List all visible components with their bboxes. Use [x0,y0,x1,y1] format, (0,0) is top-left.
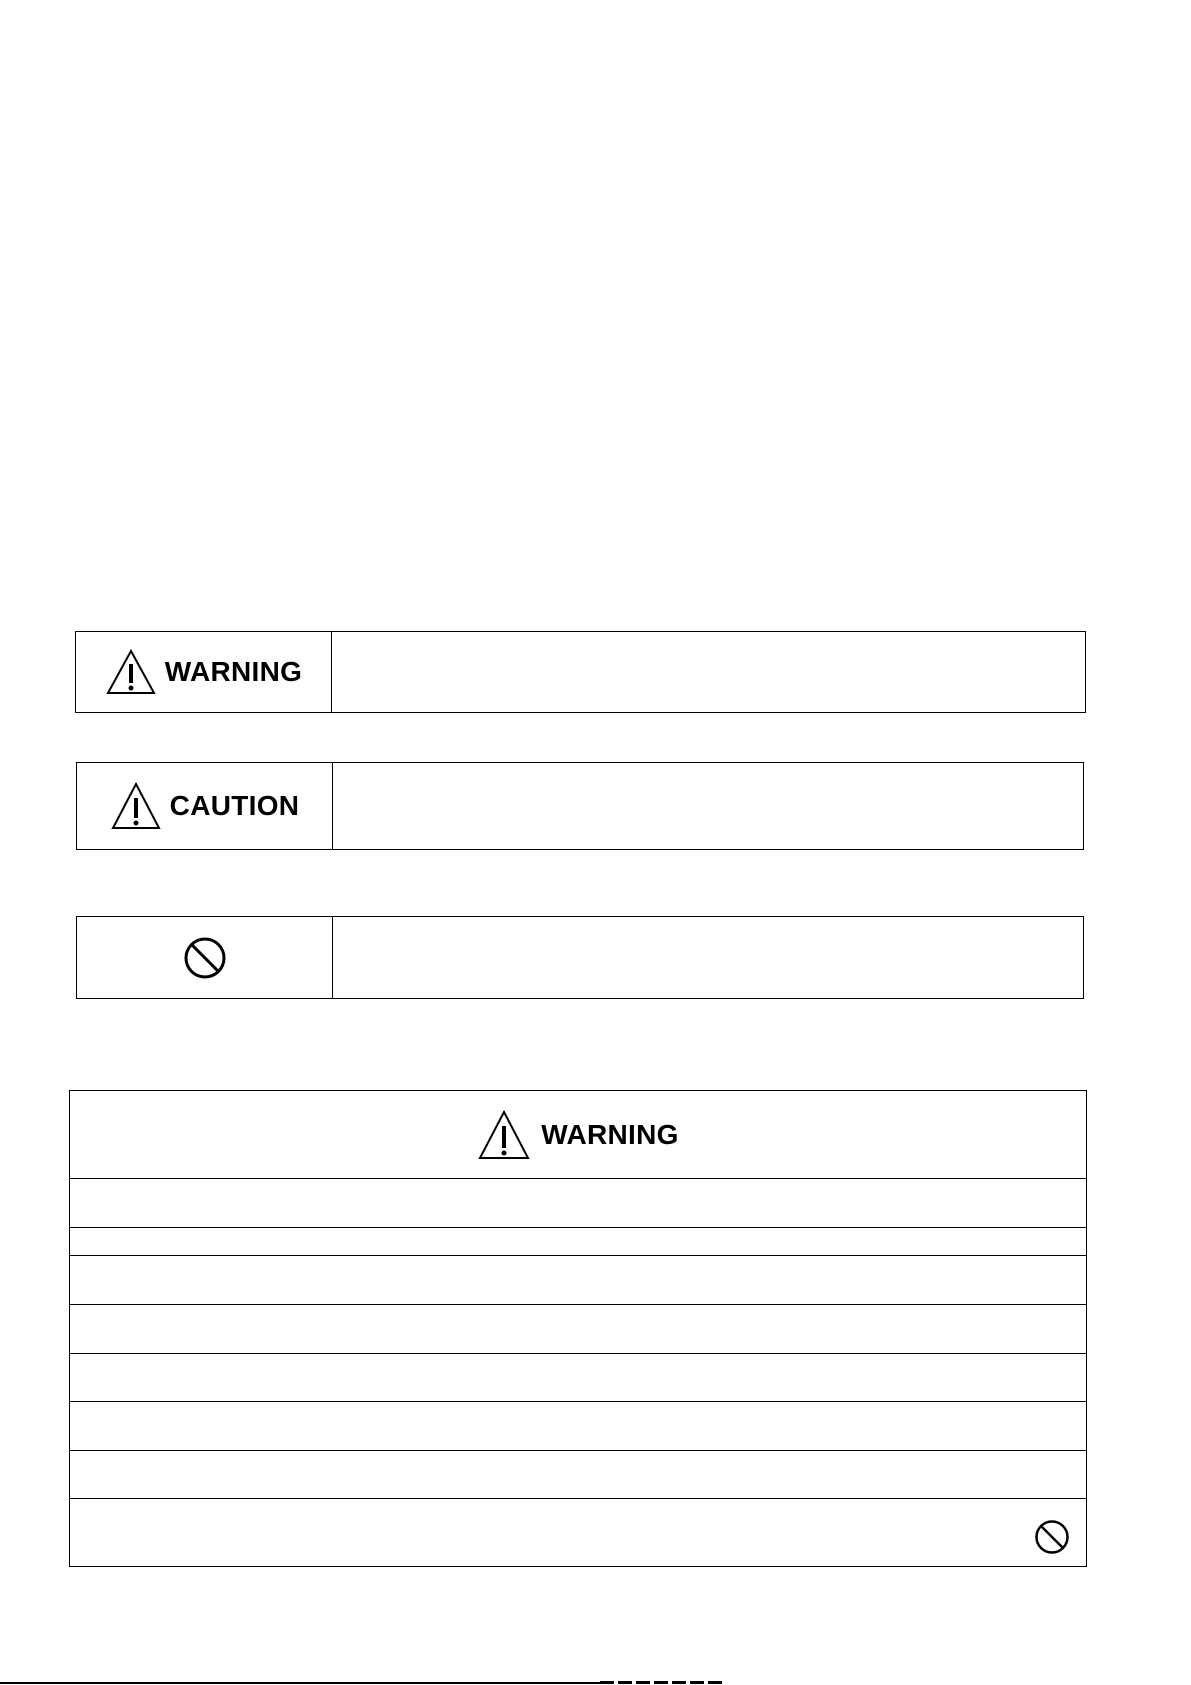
warning-table [69,1090,1087,1567]
legend-caution-label: CAUTION [169,790,300,821]
warning-triangle-icon [105,648,157,696]
legend-warning-description [332,632,1085,712]
prohibited-icon [1034,1519,1070,1555]
legend-prohibited-box [76,916,1084,999]
warning-table-header [70,1091,1086,1179]
legend-prohibited-symbol-cell [77,917,333,998]
table-row [70,1256,1086,1305]
warning-triangle-icon [110,781,162,831]
legend-warning-symbol-cell [76,632,332,712]
table-row [70,1402,1086,1451]
legend-prohibited-description [333,917,1083,998]
table-row [70,1228,1086,1256]
table-row [70,1499,1086,1566]
legend-warning-box [75,631,1086,713]
warning-triangle-icon [477,1109,531,1161]
prohibited-icon [183,936,227,980]
table-row [70,1305,1086,1354]
warning-table-title: WARNING [541,1118,679,1150]
footer-marks [600,1681,725,1684]
legend-caution-box [76,762,1084,850]
table-row [70,1451,1086,1499]
table-row [70,1354,1086,1402]
legend-caution-description [333,763,1083,849]
footer-rule [0,1682,600,1684]
table-row [70,1179,1086,1228]
legend-caution-symbol-cell [77,763,333,849]
legend-warning-label: WARNING [164,656,303,687]
